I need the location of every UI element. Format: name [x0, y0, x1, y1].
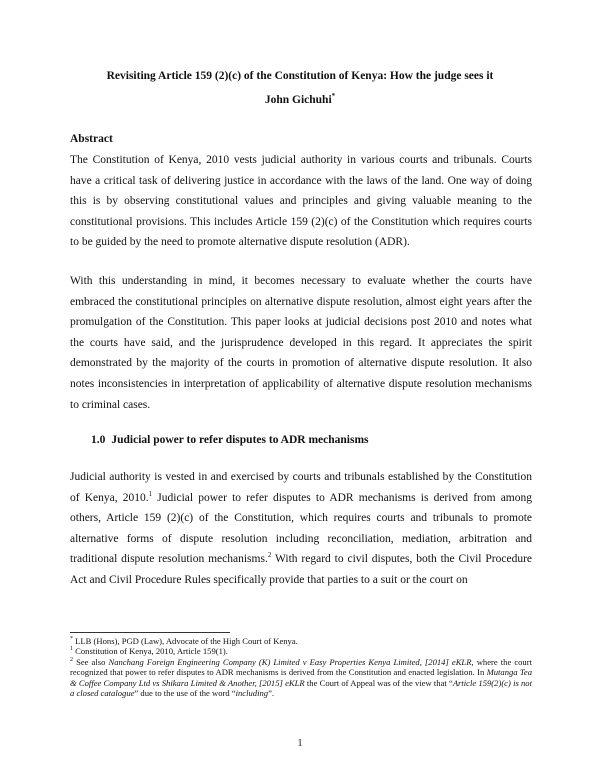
footnote-star-marker: * [70, 636, 73, 643]
author-footnote-marker[interactable]: * [331, 92, 336, 101]
footnote-star-text: LLB (Hons), PGD (Law), Advocate of the High Court of Kenya. [73, 636, 298, 646]
footnote-2-text-e: ”. [268, 688, 275, 699]
footnote-1 [70, 646, 532, 656]
author-name: John Gichuhi [264, 94, 332, 106]
footnote-ref-2[interactable]: 2 [267, 551, 272, 560]
footnotes [70, 636, 532, 698]
page-number: 1 [297, 738, 303, 749]
footnote-1-marker: 1 [70, 646, 73, 653]
author-line [0, 94, 600, 106]
paper-title: Revisiting Article 159 (2)(c) of the Constitution of Kenya: How the judge sees it [106, 70, 494, 82]
footnote-2-marker: 2 [70, 656, 73, 663]
footnote-2-text-c: the Court of Appeal was of the view that “ [304, 677, 453, 688]
footnote-2-text-a: See also [73, 656, 109, 667]
body-text-part2: Judicial power to refer disputes to ADR mechanisms is derived from among others, Article 159 (2)(c) of the Constitution, which requires courts and tribunals to promote alternative forms of dispute resolution including reconciliation, mediation, arbitration and traditional dispute resolution mechanisms. [70, 491, 533, 566]
footnote-2-case-1: Nanchang Foreign Engineering Company (K) Limited v Easy Properties Kenya Limited, [2014] eKLR [108, 656, 472, 667]
abstract-paragraph-2: With this understanding in mind, it becomes necessary to evaluate whether the courts have embraced the constitutional principles on alternative dispute resolution, almost eight years after the promulgation of the Constitution. This paper looks at judicial decisions post 2010 and notes what the courts have said, and the jurisprudence developed in this regard. It appreciates the spirit demonstrated by the majority of the courts in promotion of alternative dispute resolution. It also notes inconsistencies in interpretation of applicability of alternative dispute resolution mechanisms to criminal cases. [70, 275, 532, 411]
abstract-heading: Abstract [70, 133, 113, 145]
section-title: Judicial power to refer disputes to ADR mechanisms [111, 434, 369, 446]
footnote-1-text: Constitution of Kenya, 2010, Article 159(1). [73, 646, 228, 657]
footnote-ref-1[interactable]: 1 [148, 489, 153, 498]
body-paragraph [70, 467, 532, 591]
footnote-2-word: including [235, 688, 269, 699]
footnote-divider [70, 632, 230, 633]
footnote-2-case-2: Mutanga Tea & Coffee Company Ltd vs Shikara Limited & Another, [2015] eKLR [70, 667, 533, 688]
footnote-2-text-b: , where the court recognized that power to refer disputes to ADR mechanisms is derived from the Constitution and enacted legislation. In [70, 656, 532, 678]
footnote-2-quote: Article 159(2)(c) is not a closed catalogue [70, 677, 532, 699]
footnote-star [70, 636, 532, 646]
footnote-2-text-d: ” due to the use of the word “ [134, 688, 236, 699]
abstract-paragraph-1: The Constitution of Kenya, 2010 vests judicial authority in various courts and tribunals. Courts have a critical task of delivering justice in accordance with the laws of the land. One way of doing this is by observing constitutional values and principles and giving valuable meaning to the constitutional provisions. This includes Article 159 (2)(c) of the Constitution which requires courts to be guided by the need to promote alternative dispute resolution (ADR). [70, 154, 532, 249]
section-heading [91, 434, 369, 446]
footnote-2 [70, 657, 532, 699]
body-text-part3: With regard to civil disputes, both the Civil Procedure Act and Civil Procedure Rules specifically provide that parties to a suit or the court on [70, 553, 532, 586]
body-text-part1: Judicial authority is vested in and exercised by courts and tribunals established by the Constitution of Kenya, 2010. [70, 471, 532, 504]
section-number: 1.0 [91, 434, 106, 446]
